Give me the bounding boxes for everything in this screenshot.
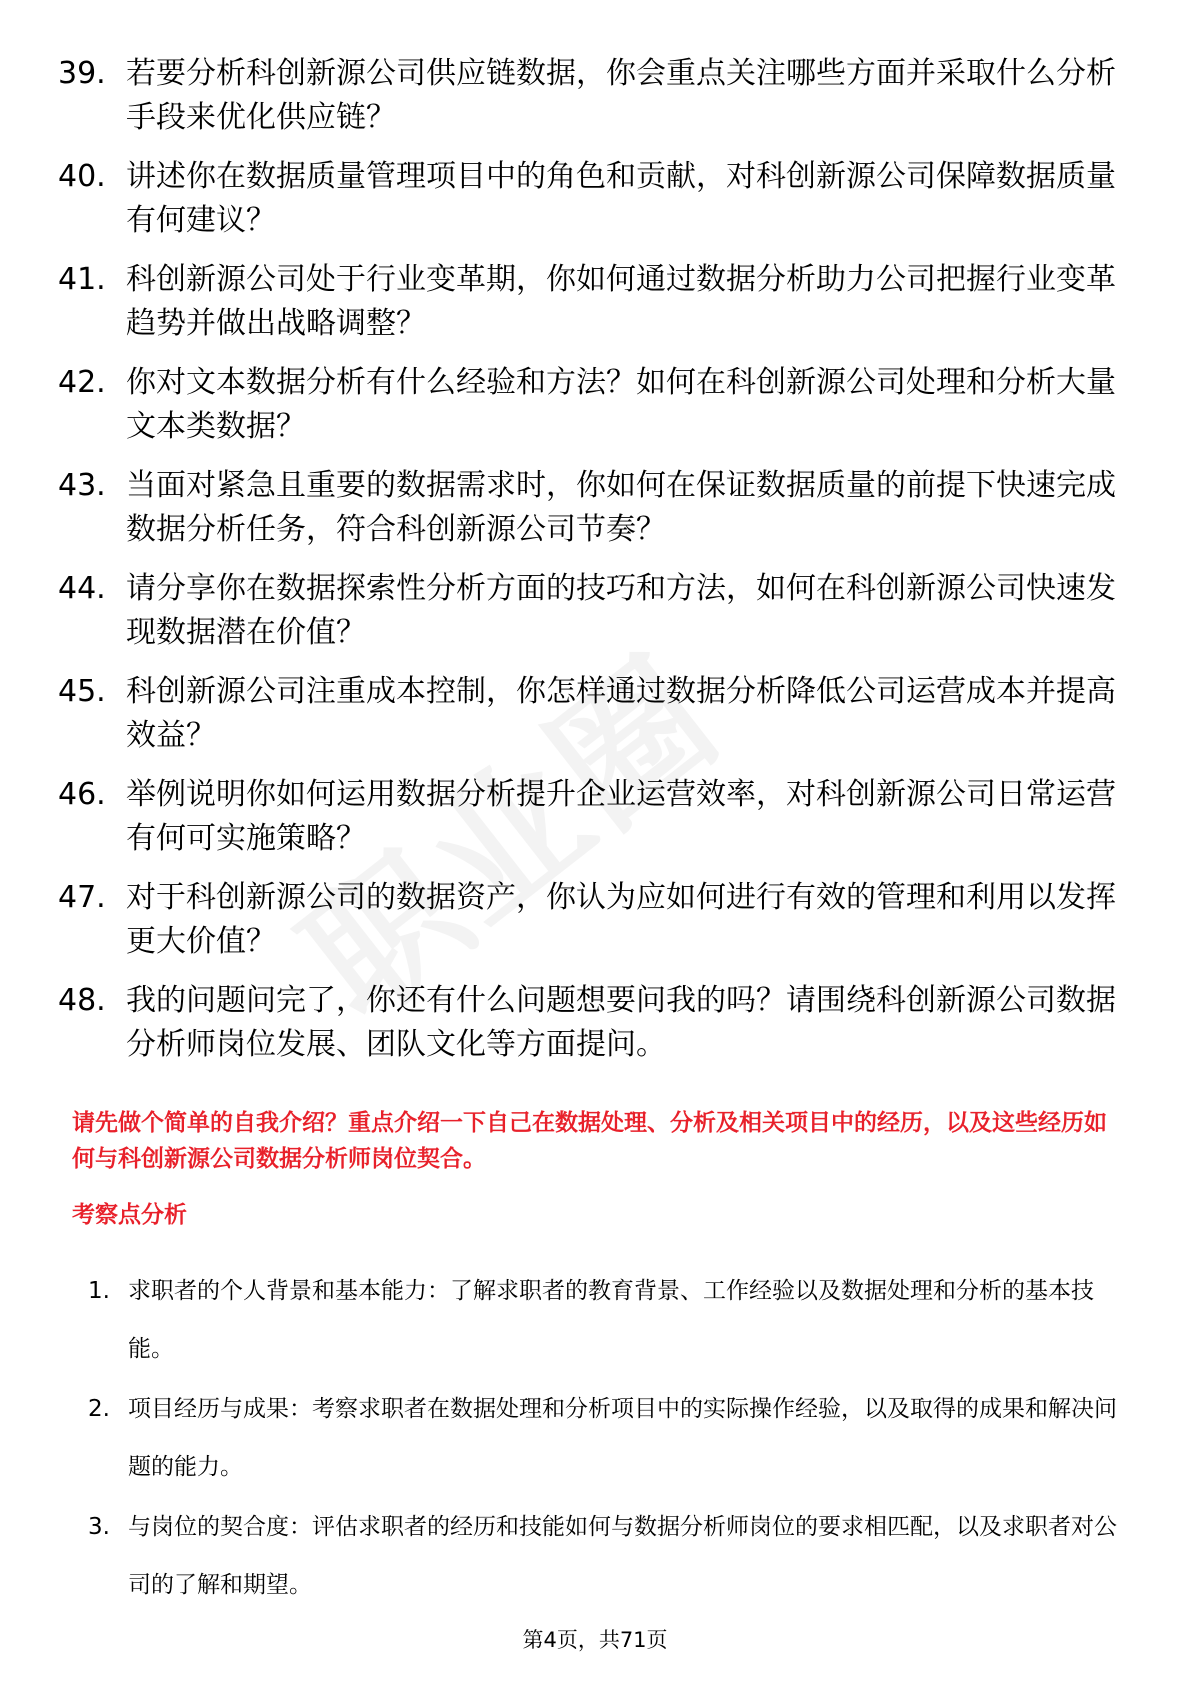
point-text: 求职者的个人背景和基本能力：了解求职者的教育背景、工作经验以及数据处理和分析的基本技能。 (128, 1278, 1094, 1362)
question-item (58, 876, 1118, 964)
question-item (58, 361, 1118, 449)
point-number: 3. (88, 1514, 110, 1540)
question-number: 46. (58, 777, 106, 812)
question-list (58, 52, 1118, 1082)
question-text: 我的问题问完了，你还有什么问题想要问我的吗？请围绕科创新源公司数据分析师岗位发展、团队文化等方面提问。 (126, 983, 1116, 1062)
question-number: 42. (58, 365, 106, 400)
highlight-question: 请先做个简单的自我介绍？重点介绍一下自己在数据处理、分析及相关项目中的经历，以及这些经历如何与科创新源公司数据分析师岗位契合。 (72, 1110, 1107, 1172)
question-text: 你对文本数据分析有什么经验和方法？如何在科创新源公司处理和分析大量文本类数据？ (126, 365, 1116, 444)
analysis-point (72, 1498, 1122, 1614)
point-text: 与岗位的契合度：评估求职者的经历和技能如何与数据分析师岗位的要求相匹配，以及求职者对公司的了解和期望。 (128, 1514, 1117, 1598)
question-item (58, 670, 1118, 758)
question-item (58, 52, 1118, 140)
question-text: 科创新源公司处于行业变革期，你如何通过数据分析助力公司把握行业变革趋势并做出战略调整？ (126, 262, 1116, 341)
question-item (58, 567, 1118, 655)
analysis-point-list (72, 1262, 1122, 1616)
question-item (58, 155, 1118, 243)
question-item (58, 773, 1118, 861)
point-number: 2. (88, 1396, 110, 1422)
page-footer: 第4页，共71页 (522, 1628, 668, 1652)
question-number: 40. (58, 159, 106, 194)
section-title: 考察点分析 (72, 1202, 187, 1228)
analysis-point (72, 1380, 1122, 1496)
question-number: 43. (58, 468, 106, 503)
question-item (58, 979, 1118, 1067)
point-text: 项目经历与成果：考察求职者在数据处理和分析项目中的实际操作经验，以及取得的成果和解决问题的能力。 (128, 1396, 1117, 1480)
point-number: 1. (88, 1278, 110, 1304)
question-number: 45. (58, 674, 106, 709)
question-number: 39. (58, 56, 106, 91)
question-number: 41. (58, 262, 106, 297)
question-text: 若要分析科创新源公司供应链数据，你会重点关注哪些方面并采取什么分析手段来优化供应链？ (126, 56, 1116, 135)
analysis-point (72, 1262, 1122, 1378)
question-item (58, 464, 1118, 552)
question-number: 48. (58, 983, 106, 1018)
question-text: 当面对紧急且重要的数据需求时，你如何在保证数据质量的前提下快速完成数据分析任务，符合科创新源公司节奏？ (126, 468, 1116, 547)
question-item (58, 258, 1118, 346)
question-text: 讲述你在数据质量管理项目中的角色和贡献，对科创新源公司保障数据质量有何建议？ (126, 159, 1116, 238)
question-number: 47. (58, 880, 106, 915)
question-text: 科创新源公司注重成本控制，你怎样通过数据分析降低公司运营成本并提高效益？ (126, 674, 1116, 753)
question-text: 请分享你在数据探索性分析方面的技巧和方法，如何在科创新源公司快速发现数据潜在价值？ (126, 571, 1116, 650)
question-text: 举例说明你如何运用数据分析提升企业运营效率，对科创新源公司日常运营有何可实施策略？ (126, 777, 1116, 856)
question-text: 对于科创新源公司的数据资产，你认为应如何进行有效的管理和利用以发挥更大价值？ (126, 880, 1116, 959)
question-number: 44. (58, 571, 106, 606)
